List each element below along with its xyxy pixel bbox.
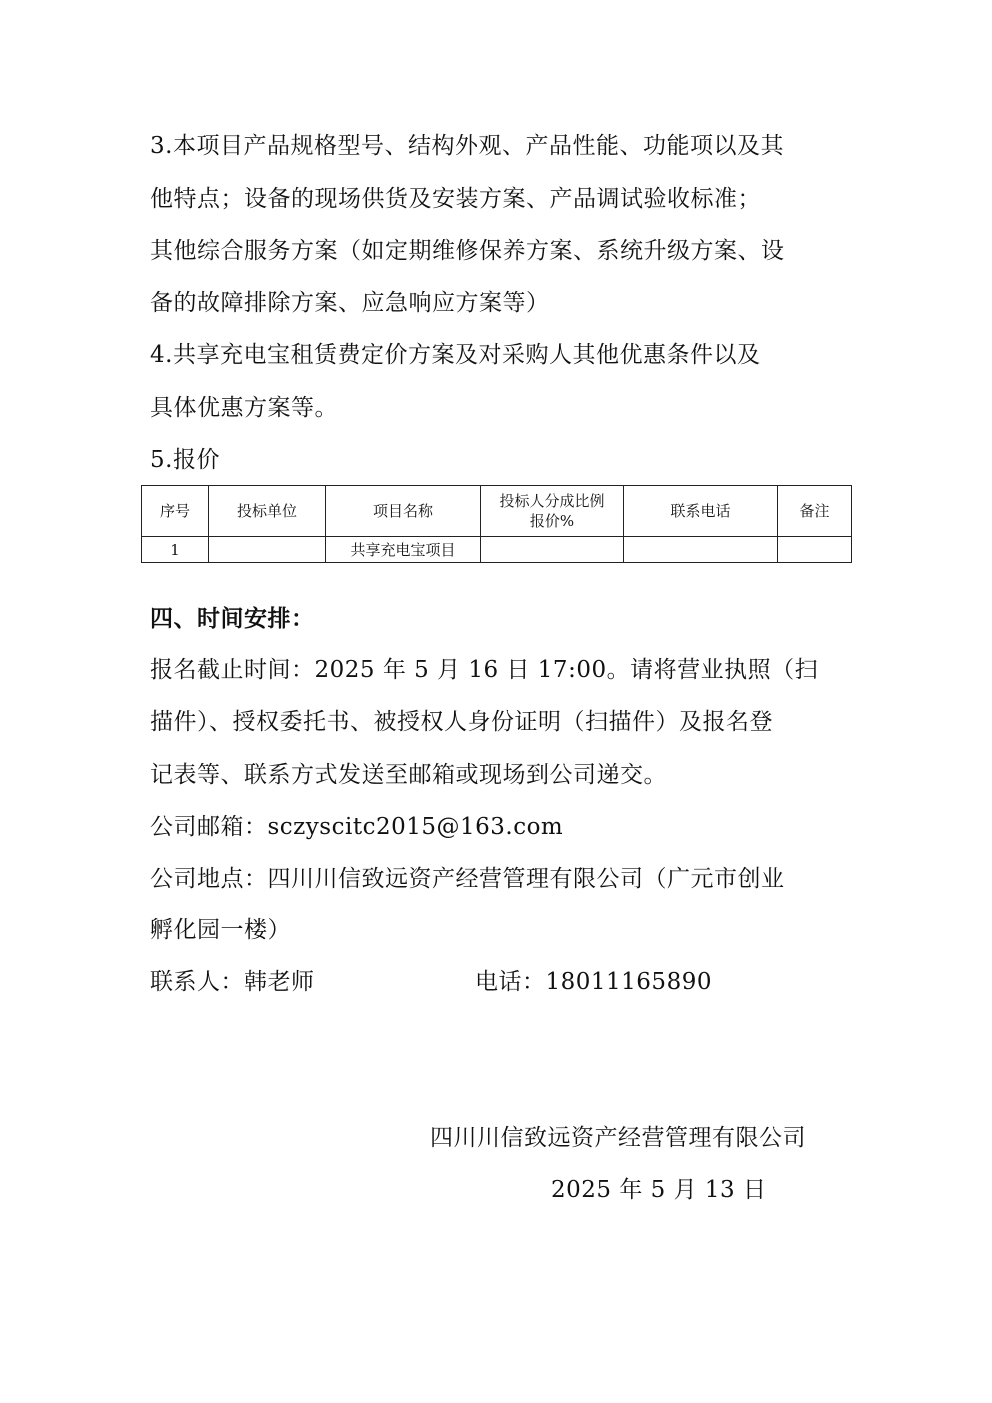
contact-person: 联系人：韩老师 <box>150 969 315 995</box>
schedule-line-1: 报名截止时间：2025 年 5 月 16 日 17:00。请将营业执照（扫 <box>150 657 819 683</box>
item-3-line-4: 备的故障排除方案、应急响应方案等） <box>150 290 550 316</box>
company-address-line-2: 孵化园一楼） <box>150 917 291 943</box>
schedule-heading: 四、时间安排： <box>150 605 315 632</box>
cell-share-ratio <box>481 537 624 563</box>
signature-date: 2025 年 5 月 13 日 <box>551 1177 767 1203</box>
contact-phone: 电话：18011165890 <box>475 969 712 995</box>
company-address-line-1: 公司地点：四川川信致远资产经营管理有限公司（广元市创业 <box>150 866 785 892</box>
item-3-line-1: 3.本项目产品规格型号、结构外观、产品性能、功能项以及其 <box>150 133 784 159</box>
signature-company: 四川川信致远资产经营管理有限公司 <box>430 1125 806 1151</box>
table-row <box>142 537 852 563</box>
cell-bidder <box>209 537 326 563</box>
header-phone: 联系电话 <box>624 486 778 537</box>
header-share-ratio <box>481 486 624 537</box>
schedule-line-3: 记表等、联系方式发送至邮箱或现场到公司递交。 <box>150 762 667 788</box>
header-remark: 备注 <box>778 486 852 537</box>
header-bidder: 投标单位 <box>209 486 326 537</box>
item-3-line-2: 他特点；设备的现场供货及安装方案、产品调试验收标准； <box>150 186 761 212</box>
cell-remark <box>778 537 852 563</box>
cell-project-name: 共享充电宝项目 <box>326 537 481 563</box>
item-4-line-1: 4.共享充电宝租赁费定价方案及对采购人其他优惠条件以及 <box>150 342 761 368</box>
header-project-name: 项目名称 <box>326 486 481 537</box>
cell-index: 1 <box>142 537 209 563</box>
item-3-line-3: 其他综合服务方案（如定期维修保养方案、系统升级方案、设 <box>150 238 785 264</box>
item-5-label: 5.报价 <box>150 447 220 473</box>
header-share-ratio-line1: 投标人分成比例 <box>499 492 605 510</box>
header-share-ratio-line2: 报价% <box>529 512 575 530</box>
quote-table <box>141 485 852 563</box>
schedule-line-2: 描件）、授权委托书、被授权人身份证明（扫描件）及报名登 <box>150 709 773 735</box>
item-4-line-2: 具体优惠方案等。 <box>150 395 338 421</box>
company-email: 公司邮箱：sczyscitc2015@163.com <box>150 814 564 840</box>
cell-phone <box>624 537 778 563</box>
header-index: 序号 <box>142 486 209 537</box>
quote-table-header-row <box>142 486 852 537</box>
